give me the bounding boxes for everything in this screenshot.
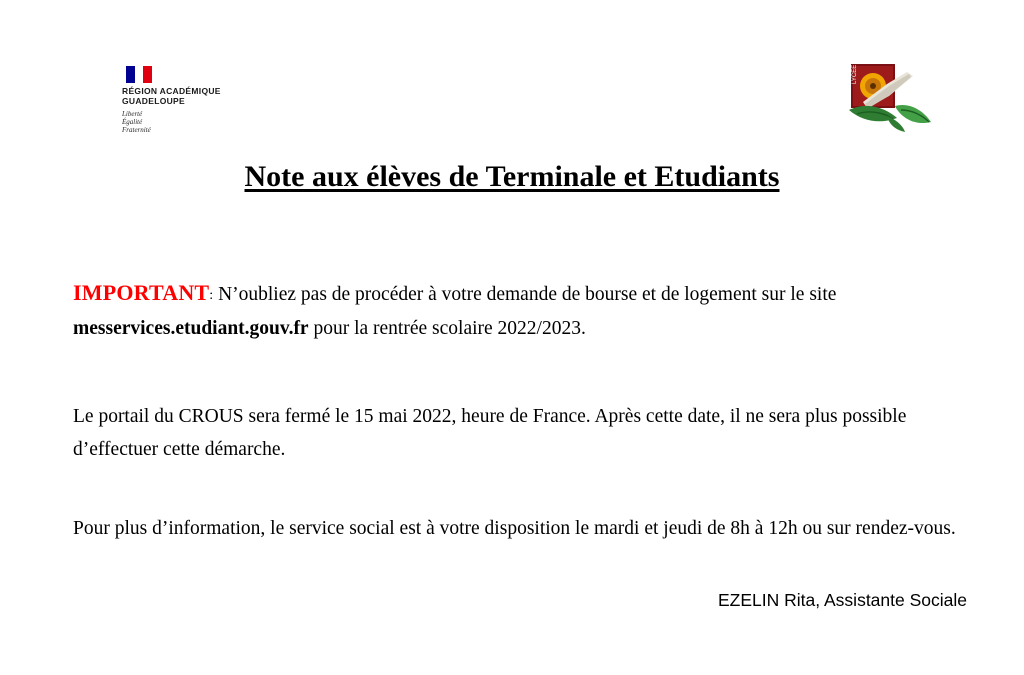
- region-logo-line2: GUADELOUPE: [122, 96, 185, 106]
- region-logo-line1: RÉGION ACADÉMIQUE: [122, 86, 221, 96]
- paragraph-portail-crous: Le portail du CROUS sera fermé le 15 mai 2022, heure de France. Après cette date, il ne sera plus possible d’effectuer cette démarche.: [73, 406, 907, 460]
- school-crest-icon: [843, 23, 935, 136]
- motto-fraternite: Fraternité: [122, 126, 151, 135]
- important-text-part1: N’oubliez pas de procéder à votre demande de bourse et de logement sur le site: [218, 284, 837, 305]
- important-text-part2: pour la rentrée scolaire 2022/2023.: [308, 318, 586, 339]
- french-flag-icon: [126, 66, 152, 83]
- page-title-text: Note aux élèves de Terminale et Etudiants: [244, 160, 780, 193]
- important-site-name: messervices.etudiant.gouv.fr: [73, 318, 309, 339]
- important-colon: :: [209, 288, 214, 303]
- region-academique-logo: [122, 66, 262, 135]
- page-title: [0, 160, 1024, 194]
- paragraph-information: Pour plus d’information, le service social est à votre disposition le mardi et jeudi de 8h à 12h ou sur rendez-vous.: [73, 518, 956, 539]
- svg-text:LYCÉE PAUL LACAVÉ: LYCÉE PAUL LACAVÉ: [852, 23, 858, 84]
- important-label: IMPORTANT: [73, 280, 210, 305]
- paragraph-important: [73, 276, 963, 345]
- signature: EZELIN Rita, Assistante Sociale: [718, 590, 967, 610]
- motto-egalite: Égalité: [122, 118, 143, 127]
- motto-liberte: Liberté: [122, 110, 143, 118]
